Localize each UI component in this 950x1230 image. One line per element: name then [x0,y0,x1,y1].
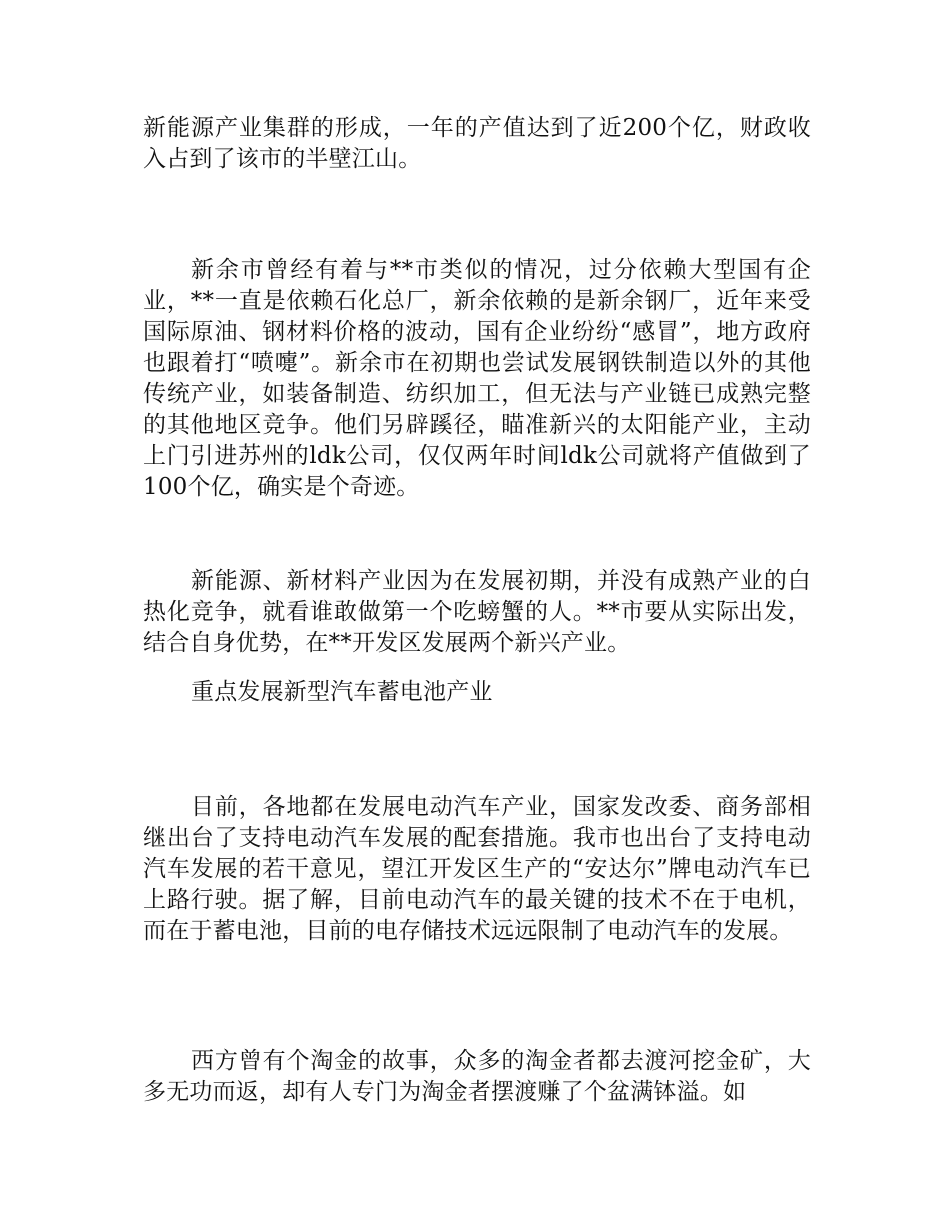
paragraph-2: 新余市曾经有着与**市类似的情况，过分依赖大型国有企业，**一直是依赖石化总厂，新余依赖的是新余钢厂，近年来受国际原油、钢材料价格的波动，国有企业纷纷“感冒”，地方政府也跟着打“喷嚏”。新余市在初期也尝试发展钢铁制造以外的其他传统产业，如装备制造、纺织加工，但无法与产业链已成熟完整的其他地区竞争。他们另辟蹊径，瞄准新兴的太阳能产业，主动上门引进苏州的ldk公司，仅仅两年时间ldk公司就将产值做到了100个亿，确实是个奇迹。 [143,257,811,500]
paragraph-4: 目前，各地都在发展电动汽车产业，国家发改委、商务部相继出台了支持电动汽车发展的配套措施。我市也出台了支持电动汽车发展的若干意见，望江开发区生产的“安达尔”牌电动汽车已上路行驶。据了解，目前电动汽车的最关键的技术不在于电机，而在于蓄电池，目前的电存储技术远远限制了电动汽车的发展。 [143,794,811,944]
paragraph-1: 新能源产业集群的形成，一年的产值达到了近200个亿，财政收入占到了该市的半壁江山。 [143,115,811,172]
paragraph-3: 新能源、新材料产业因为在发展初期，并没有成熟产业的白热化竞争，就看谁敢做第一个吃螃蟹的人。**市要从实际出发，结合自身优势，在**开发区发展两个新兴产业。 [143,568,811,656]
paragraph-5: 西方曾有个淘金的故事，众多的淘金者都去渡河挖金矿，大多无功而返，却有人专门为淘金者摆渡赚了个盆满钵溢。如 [143,1048,811,1105]
section-heading: 重点发展新型汽车蓄电池产业 [191,679,493,705]
